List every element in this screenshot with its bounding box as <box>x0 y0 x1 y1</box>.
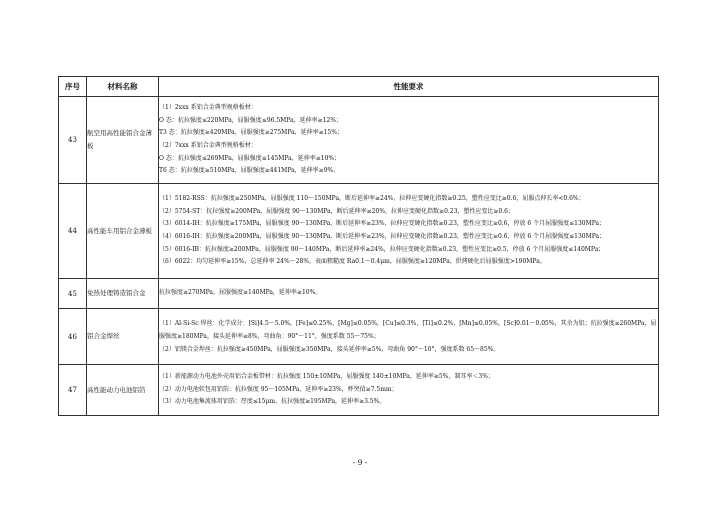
header-material-name: 材料名称 <box>87 77 159 97</box>
requirement-line: 抗拉强度≥270MPa，屈服强度≥140MPa，延伸率≥10%。 <box>159 289 322 297</box>
requirements-cell <box>159 97 659 184</box>
requirement-line: O 态：抗拉强度≤220MPa，屈服强度≤96.5MPa，延伸率≥12%； <box>159 116 343 124</box>
requirement-line: T6 态：抗拉强度≥510MPa，屈服强度≥441MPa，延伸率≥9%。 <box>159 167 340 175</box>
header-performance-requirements: 性能要求 <box>159 77 659 97</box>
material-name: 高性能车用铝合金薄板 <box>87 184 159 279</box>
requirement-line: （5）6016-IB：抗拉强度≥200MPa，屈服强度 90～140MPa，断后延伸率≥24%，拉伸应变硬化指数≥0.23，塑性应变比≥0.5，停放 6 个月屈服强度≤140MPa； <box>159 245 605 253</box>
requirement-line: （2）动力电池软包用铝箔：抗拉强度 95～105MPa，延伸率≥23%，杯突值≥7.5mm； <box>159 385 398 393</box>
requirement-line: （4）6016-IH：抗拉强度≥200MPa，屈服强度 90～130MPa，断后延伸率≥23%，拉伸应变硬化指数≥0.23，塑性应变比≥0.6，停放 6 个月屈服强度≤130MPa； <box>159 233 606 240</box>
requirement-line: （1）Al-Si-Sc 焊丝：化学成分：[Si]4.5～5.0%，[Fe]≤0.25%，[Mg]≤0.05%，[Cu]≤0.3%，[Ti]≤0.2%，[Mn]≤0.05%，[Sc]0.01～0.05%，其余为铝；抗拉强度≥260MPa，屈服强度≥180MPa，接头延伸率≥8%，弯曲角：90°～11°，强度系数 55～75%； <box>159 320 657 340</box>
header-serial-number: 序号 <box>59 77 87 97</box>
requirement-line: （1）2xxx 系铝合金典型规格板材： <box>159 104 257 112</box>
table-row <box>59 365 659 416</box>
requirements-cell <box>159 309 659 365</box>
material-name: 铝合金焊丝 <box>87 309 159 365</box>
table-row <box>59 97 659 184</box>
requirements-cell <box>159 279 659 309</box>
row-number: 46 <box>59 309 87 365</box>
row-number: 45 <box>59 279 87 309</box>
table-row <box>59 184 659 279</box>
material-name: 高性能动力电池铝箔 <box>87 365 159 416</box>
requirement-line: （2）铝镁合金焊丝：抗拉强度≥450MPa，屈服强度≥350MPa，接头延伸率≥5%，弯曲角 90°～10°，强度系数 65～85%。 <box>159 346 500 353</box>
table-row <box>59 279 659 309</box>
page-number: - 9 - <box>352 458 368 467</box>
row-number: 47 <box>59 365 87 416</box>
requirement-line: （1）新能源动力电池外壳用铝合金板带材：抗拉强度 150±10MPa，屈服强度 140±10MPa，延伸率≥5%，制耳率＜3%； <box>159 373 494 381</box>
requirements-cell <box>159 184 659 279</box>
material-name: 航空用高性能铝合金薄板 <box>87 97 159 184</box>
requirement-line: T3 态：抗拉强度≥420MPa，屈服强度≥275MPa，延伸率≥15%； <box>159 129 344 137</box>
requirements-cell <box>159 365 659 416</box>
requirement-line: （6）6022：均匀延伸率≥15%，总延伸率 24%～28%，表面粗糙度 Ra0.1～0.4μm，屈服强度≥120MPa，烘烤硬化后屈服强度>190MPa。 <box>159 258 546 266</box>
requirement-line: （2）5754-ST：抗拉强度≥200MPa，屈服强度 90～130MPa，断后延伸率≥20%，拉伸应变硬化指数≥0.23，塑性应变比≥0.6； <box>159 207 514 215</box>
table-header-row <box>59 77 659 97</box>
requirement-line: （2）7xxx 系铝合金典型规格板材： <box>159 142 257 149</box>
row-number: 44 <box>59 184 87 279</box>
requirement-line: O 态：抗拉强度≤269MPa，屈服强度≤145MPa，延伸率≥10%； <box>159 154 341 162</box>
material-name: 免热处理铸造铝合金 <box>87 279 159 309</box>
table-row <box>59 309 659 365</box>
performance-requirements-table <box>58 76 659 416</box>
requirement-line: （3）动力电池集流体用铝箔：厚度≤15μm，抗拉强度≥195MPa，延伸率≥3.5%。 <box>159 398 386 406</box>
requirement-line: （3）6014-IH：抗拉强度≥175MPa，屈服强度 90～130MPa，断后延伸率≥23%，拉伸应变硬化指数≥0.23，塑性应变比≥0.6，停放 6 个月屈服强度≤130MPa； <box>159 220 606 228</box>
row-number: 43 <box>59 97 87 184</box>
requirement-line: （1）5182-RSS：抗拉强度≥250MPa，屈服强度 110～150MPa，断后延伸率≥24%，拉伸应变硬化指数≥0.25，塑性应变比≥0.6，屈服点伸长率<0.6%； <box>159 195 585 203</box>
